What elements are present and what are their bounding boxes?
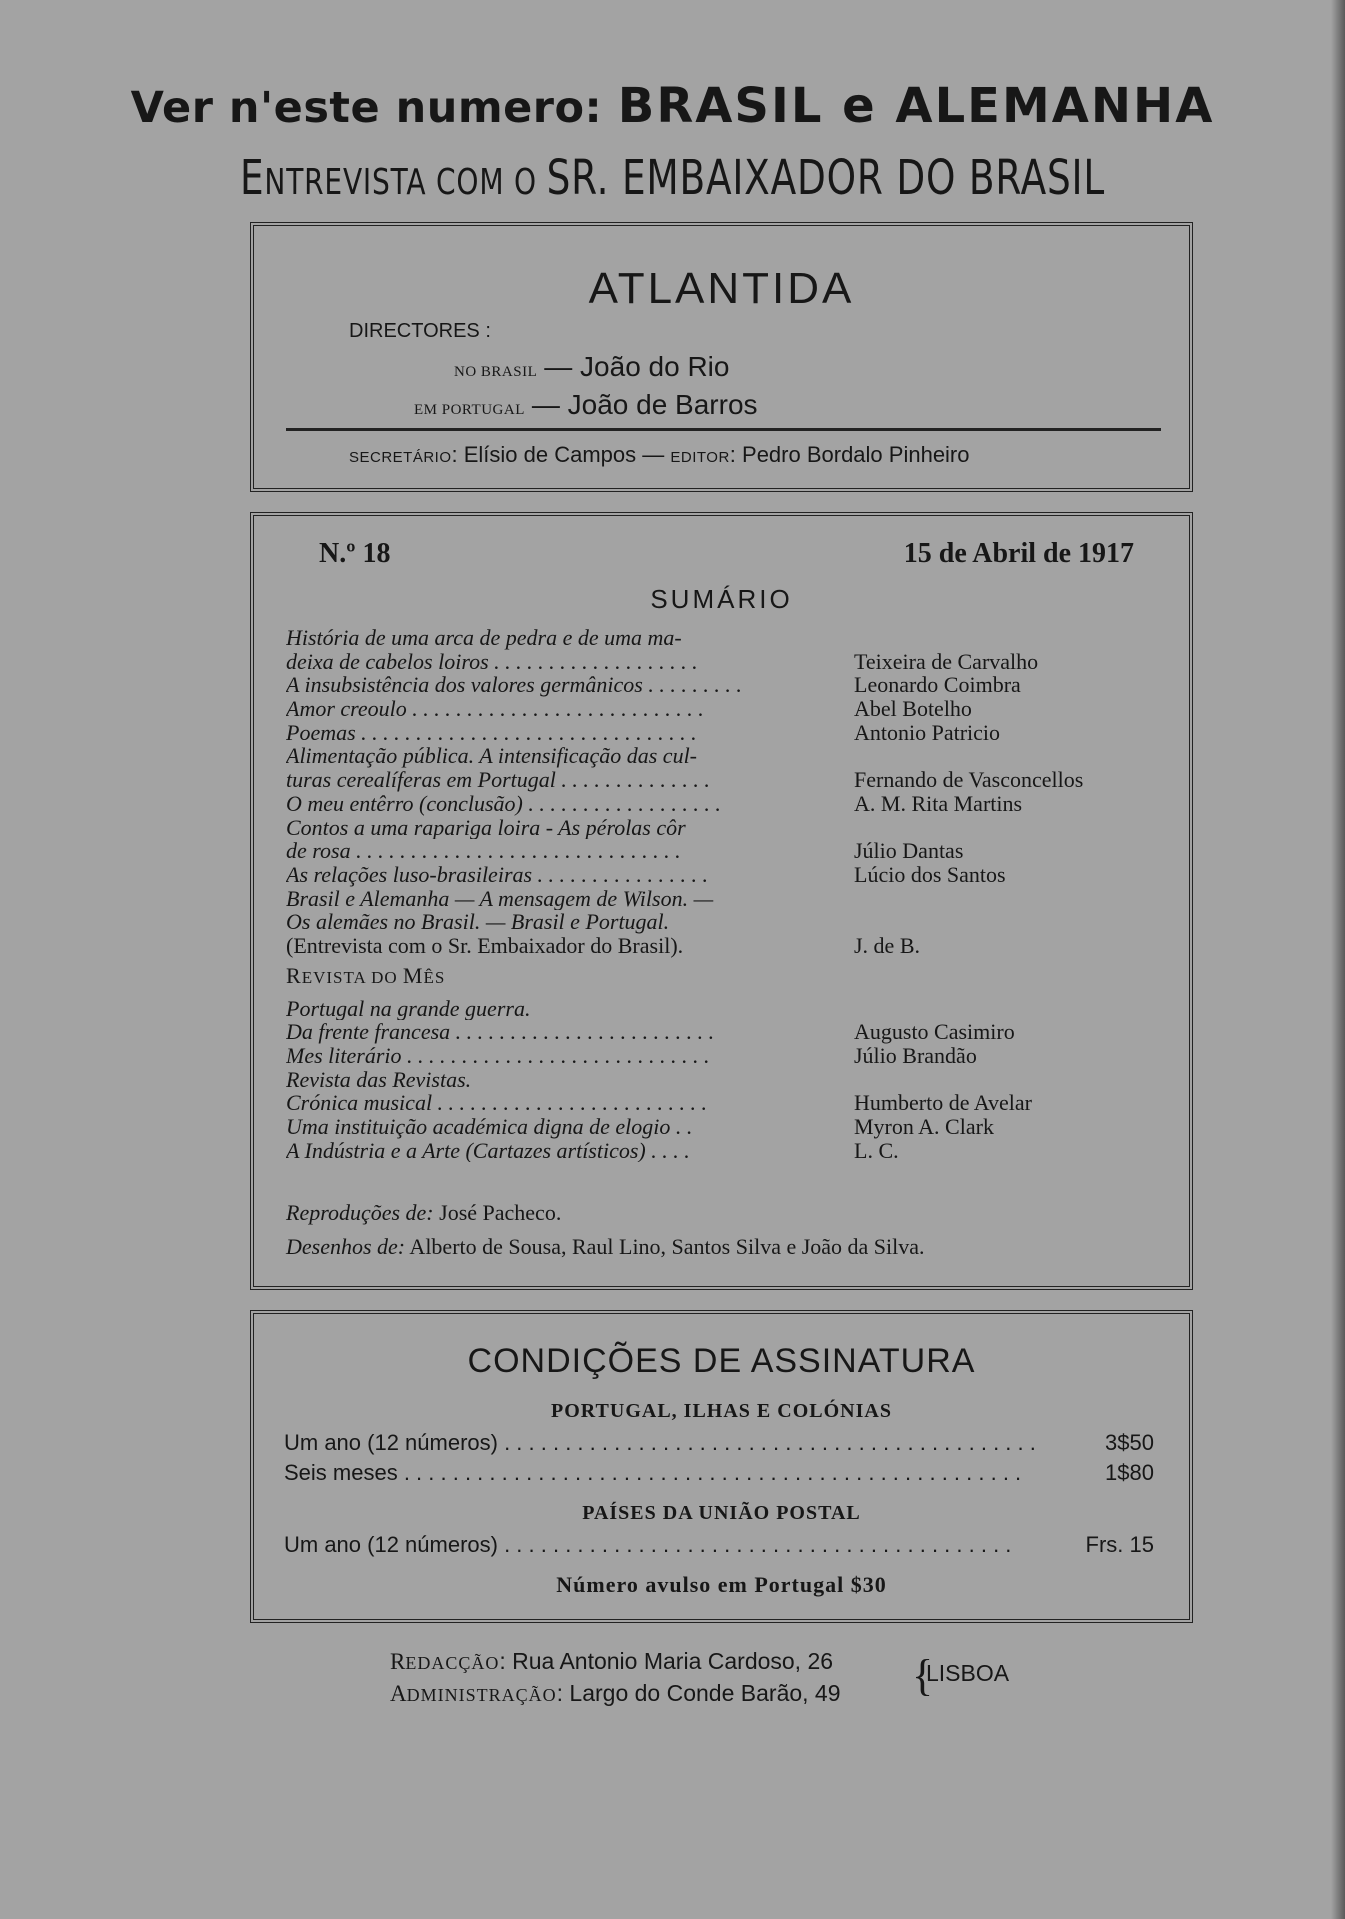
issue-number: N.º 18 <box>319 538 391 569</box>
toc-entry <box>286 816 1166 840</box>
secretary-label: SECRETÁRIO <box>349 449 452 466</box>
toc-entry <box>286 768 1166 792</box>
revista-heading-part-d: ÊS <box>423 967 446 987</box>
toc-entry <box>286 887 1166 911</box>
subheadline-part-c: S <box>546 150 572 206</box>
issue-date: 15 de Abril de 1917 <box>903 538 1134 569</box>
address-brace: { <box>912 1651 934 1700</box>
toc-entry-title: Contos a uma rapariga loira - As pérolas côr <box>286 815 686 840</box>
toc-entry <box>286 934 1166 958</box>
toc-entry-author: Myron A. Clark <box>854 1114 994 1140</box>
subscription-box <box>250 1310 1193 1623</box>
toc-entry-title: As relações luso-brasileiras . . . . . . . . . . . . . . . . <box>286 862 709 887</box>
address-block <box>390 1646 1010 1710</box>
toc-entry-author: A. M. Rita Martins <box>854 790 1023 816</box>
toc-entry-author: Teixeira de Carvalho <box>854 648 1039 674</box>
toc-entry-author: Antonio Patricio <box>854 719 1001 745</box>
administration-value: : Largo do Conde Barão, 49 <box>556 1680 841 1706</box>
redaction-label-b: EDACÇÃO <box>405 1653 500 1673</box>
toc-entry-title: (Entrevista com o Sr. Embaixador do Brasil). <box>286 933 684 958</box>
toc-entry <box>286 839 1166 863</box>
toc-entry-author: Humberto de Avelar <box>854 1090 1032 1116</box>
toc-entry-author: Júlio Brandão <box>854 1043 977 1068</box>
administration-label-b: DMINISTRAÇÃO <box>406 1685 557 1705</box>
secretary-name: : Elísio de Campos — <box>451 442 665 467</box>
toc-entry-title: Revista das Revistas. <box>286 1067 472 1092</box>
director-portugal <box>414 389 758 422</box>
editor-label: EDITOR <box>670 449 730 466</box>
region-postal-union-heading: PAÍSES DA UNIÃO POSTAL <box>582 1502 861 1524</box>
toc-entry-title: Brasil e Alemanha — A mensagem de Wilson. — <box>286 886 714 911</box>
summary-title: SUMÁRIO <box>650 584 793 614</box>
toc-entry <box>286 1044 1166 1068</box>
toc-entry-title: Uma instituição académica digna de elogio . . <box>286 1115 693 1139</box>
toc-entry <box>286 863 1166 887</box>
drawings-credit <box>286 1234 925 1260</box>
toc-entry-title: Alimentação pública. A intensificação das cul- <box>286 744 698 769</box>
single-issue-price: Número avulso em Portugal $30 <box>556 1572 887 1597</box>
drawings-value: Alberto de Sousa, Raul Lino, Santos Silva e João da Silva. <box>405 1234 925 1259</box>
editor-name: : Pedro Bordalo Pinheiro <box>729 442 970 467</box>
administration-label-a: A <box>390 1681 407 1706</box>
toc-entry <box>286 997 1166 1021</box>
toc-entry-title: Amor creoulo . . . . . . . . . . . . . . . . . . . . . . . . . . . <box>286 697 704 721</box>
table-of-contents <box>286 626 1166 1162</box>
toc-entry <box>286 1091 1166 1115</box>
toc-entry-title: Poemas . . . . . . . . . . . . . . . . . . . . . . . . . . . . . . . <box>286 720 697 745</box>
toc-entry-title: de rosa . . . . . . . . . . . . . . . . . . . . . . . . . . . . . . <box>286 839 681 863</box>
subscription-title: CONDIÇÕES DE ASSINATURA <box>467 1342 976 1380</box>
redaction-label-a: R <box>390 1649 406 1674</box>
toc-entry-author: L. C. <box>854 1137 899 1163</box>
city-name: LISBOA <box>926 1660 1010 1686</box>
subheadline-part-d: R. EMBAIXADOR DO BRASIL <box>571 150 1106 206</box>
toc-entry-author: Leonardo Coimbra <box>854 672 1021 698</box>
director-portugal-label: EM PORTUGAL <box>414 402 525 418</box>
toc-entry <box>286 721 1166 745</box>
toc-entry <box>286 910 1166 934</box>
summary-box <box>250 512 1193 1290</box>
secretary-editor-line <box>349 442 970 468</box>
toc-main-list <box>286 626 1166 958</box>
toc-entry-title: Os alemães no Brasil. — Brasil e Portugal. <box>286 910 670 934</box>
price-value: Frs. 15 <box>1085 1532 1154 1557</box>
reproductions-label: Reproduções de: <box>286 1200 434 1225</box>
toc-entry <box>286 792 1166 816</box>
reproductions-value: José Pacheco. <box>433 1200 562 1225</box>
subheadline-part-a: E <box>239 150 265 206</box>
revista-heading <box>286 958 1166 997</box>
toc-entry-author: Júlio Dantas <box>854 838 964 864</box>
toc-entry <box>286 744 1166 768</box>
masthead-divider <box>286 428 1161 431</box>
toc-entry-title: Mes literário . . . . . . . . . . . . . . . . . . . . . . . . . . . . <box>286 1044 710 1068</box>
toc-entry-title: turas cerealíferas em Portugal . . . . . . . . . . . . . . <box>286 768 710 792</box>
revista-heading-part-b: EVISTA DO <box>301 967 403 987</box>
director-portugal-name: — João de Barros <box>531 389 758 420</box>
price-row-portugal-half <box>284 1460 1154 1486</box>
toc-entry <box>286 1139 1166 1163</box>
toc-entry-author: J. de B. <box>854 932 920 958</box>
magazine-title: ATLANTIDA <box>588 264 855 313</box>
region-portugal-heading: PORTUGAL, ILHAS E COLÓNIAS <box>551 1400 892 1422</box>
toc-revista-list <box>286 997 1166 1163</box>
price-label: Um ano (12 números) . . . . . . . . . . . . . . . . . . . . . . . . . . . . . . . . . . . . . . . . . . <box>284 1532 1012 1557</box>
cover-subheadline <box>148 150 1197 206</box>
price-value: 1$80 <box>1105 1460 1154 1485</box>
director-brasil <box>454 351 729 384</box>
headline-prefix: Ver n'este numero: <box>130 83 618 133</box>
toc-entry <box>286 673 1166 697</box>
toc-entry-title: História de uma arca de pedra e de uma ma- <box>286 626 682 650</box>
toc-entry-title: A insubsistência dos valores germânicos . . . . . . . . . <box>286 673 742 698</box>
toc-entry <box>286 626 1166 650</box>
redaction-address <box>390 1646 841 1678</box>
director-brasil-label: NO BRASIL <box>454 364 538 380</box>
masthead-box <box>250 222 1193 492</box>
revista-heading-part-c: M <box>402 962 424 988</box>
toc-entry <box>286 650 1166 674</box>
toc-entry-title: Da frente francesa . . . . . . . . . . . . . . . . . . . . . . . . <box>286 1020 715 1045</box>
toc-entry <box>286 1020 1166 1044</box>
redaction-value: : Rua Antonio Maria Cardoso, 26 <box>499 1648 834 1674</box>
toc-entry-author: Lúcio dos Santos <box>854 861 1006 887</box>
price-row-postal-year <box>284 1532 1154 1558</box>
reproductions-credit <box>286 1200 561 1226</box>
toc-entry-title: deixa de cabelos loiros . . . . . . . . . . . . . . . . . . . <box>286 649 698 674</box>
cover-headline <box>0 78 1345 134</box>
toc-entry-author: Augusto Casimiro <box>854 1019 1015 1045</box>
price-label: Seis meses . . . . . . . . . . . . . . . . . . . . . . . . . . . . . . . . . . . . . . . . . . . . . . . . . . . <box>284 1460 1022 1485</box>
price-value: 3$50 <box>1105 1430 1154 1455</box>
subheadline-part-b: NTREVISTA COM O <box>264 162 547 203</box>
price-row-portugal-year <box>284 1430 1154 1456</box>
drawings-label: Desenhos de: <box>286 1234 406 1259</box>
toc-entry-title: Crónica musical . . . . . . . . . . . . . . . . . . . . . . . . . <box>286 1091 708 1116</box>
price-label: Um ano (12 números) . . . . . . . . . . . . . . . . . . . . . . . . . . . . . . . . . . . . . . . . . . . . <box>284 1430 1036 1455</box>
toc-entry <box>286 1068 1166 1092</box>
director-brasil-name: — João do Rio <box>544 351 730 382</box>
toc-entry <box>286 697 1166 721</box>
toc-entry <box>286 1115 1166 1139</box>
toc-entry-title: Portugal na grande guerra. <box>286 996 531 1021</box>
toc-entry-title: A Indústria e a Arte (Cartazes artísticos) . . . . <box>286 1138 690 1163</box>
toc-entry-author: Fernando de Vasconcellos <box>854 767 1084 793</box>
directors-label: DIRECTORES : <box>349 320 491 342</box>
administration-address <box>390 1678 841 1710</box>
toc-entry-title: O meu entêrro (conclusão) . . . . . . . . . . . . . . . . . . <box>286 791 721 816</box>
revista-heading-part-a: R <box>286 962 302 988</box>
page-edge-shadow <box>1331 0 1345 1919</box>
toc-entry-author: Abel Botelho <box>854 696 972 722</box>
headline-main: BRASIL e ALEMANHA <box>617 78 1215 134</box>
